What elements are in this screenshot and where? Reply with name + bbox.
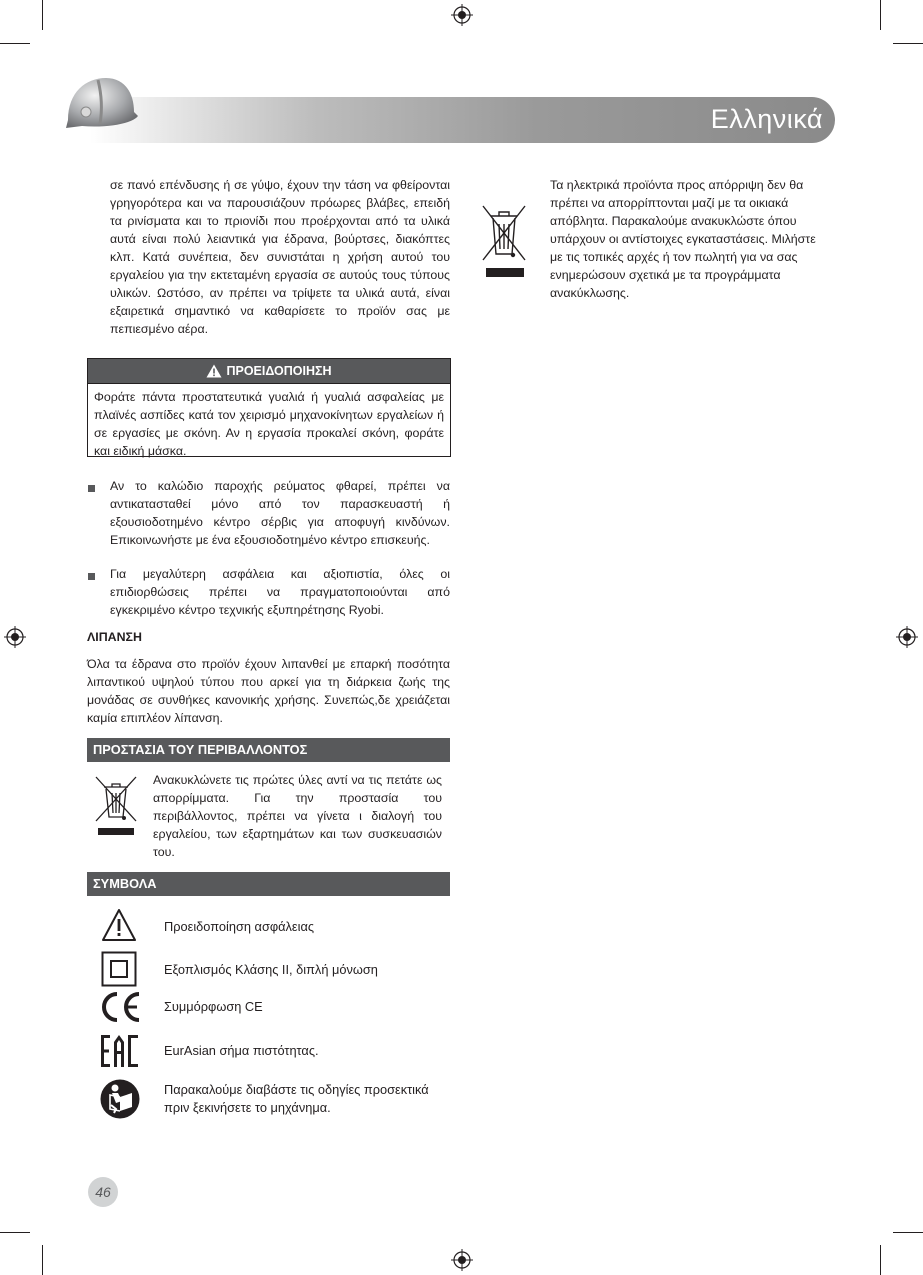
crop-mark [880, 0, 881, 30]
crossed-bin-icon [94, 775, 138, 837]
warning-header [88, 359, 450, 384]
symbol-label: Συμμόρφωση CE [164, 999, 263, 1014]
registration-mark-icon [451, 4, 473, 26]
warning-box [87, 358, 451, 457]
registration-mark-icon [896, 626, 918, 648]
bullet-item: Για μεγαλύτερη ασφάλεια και αξιοπιστία, όλες οι επιδιορθώσεις πρέπει να πραγματοποιούνται από εγκεκριμένο κέντρο τεχνικής εξυπηρέτησης Ryobi. [110, 567, 450, 617]
crop-mark [42, 0, 43, 30]
registration-mark-icon [451, 1249, 473, 1271]
intro-paragraph: σε πανό επένδυσης ή σε γύψο, έχουν την τάση να φθείρονται γρηγορότερα και να παρουσιάζουν πρόωρες βλάβες, επειδή τα ρινίσματα και το πριονίδι που προέρχονται από τα υλικά αυτά είναι πολύ λειαντικά για έδρανα, βούρτσες, διακόπτες κλπ. Κατά συνέπεια, δεν συνιστάται η χρήση αυτού του εργαλείου για την εκτεταμένη εργασία σε αυτούς τους τύπους υλικών. Ωστόσο, αν πρέπει να τρίψετε τα υλικά αυτά, είναι εξαιρετικά σημαντικό να καθαρίσετε το προϊόν σας με πεπιεσμένο αέρα. [110, 178, 450, 336]
symbol-label: Προειδοποίηση ασφάλειας [164, 919, 315, 934]
lubrication-text: Όλα τα έδρανα στο προϊόν έχουν λιπανθεί με επαρκή ποσότητα λιπαντικού υψηλού τύπου που αρκεί για τη διάρκεια ζωής της μονάδας σε συνθήκες κανονικής χρήσης. Συνεπώς,δε χρειάζεται καμία επιπλέον λίπανση. [87, 657, 450, 725]
crop-mark [0, 43, 30, 44]
symbols-heading: ΣΥΜΒΟΛΑ [87, 872, 450, 896]
warning-triangle-icon [101, 908, 137, 942]
crop-mark [0, 1232, 30, 1233]
bullet-marker [88, 573, 95, 580]
crop-mark [42, 1245, 43, 1275]
environment-heading: ΠΡΟΣΤΑΣΙΑ ΤΟΥ ΠΕΡΙΒΑΛΛΟΝΤΟΣ [87, 738, 450, 762]
registration-mark-icon [4, 626, 26, 648]
lubrication-heading: ΛΙΠΑΝΣΗ [87, 630, 142, 644]
bullet-item: Αν το καλώδιο παροχής ρεύματος φθαρεί, πρέπει να αντικατασταθεί μόνο από τον παρασκευαστή ή εξουσιοδοτημένο κέντρο σέρβις για αποφυγή κινδύνων. Επικοινωνήστε με ένα εξουσιοδοτημένο κέντρο επισκευής. [110, 479, 450, 547]
crossed-bin-icon [481, 204, 527, 280]
hard-hat-icon [62, 72, 142, 144]
bullet-marker [88, 485, 95, 492]
symbol-label: Εξοπλισμός Κλάσης II, διπλή μόνωση [164, 962, 378, 977]
language-title: Ελληνικά [710, 104, 823, 134]
crop-mark [880, 1245, 881, 1275]
warning-triangle-icon [206, 364, 222, 378]
warning-text: Φοράτε πάντα προστατευτικά γυαλιά ή γυαλιά ασφαλείας με πλαϊνές ασπίδες κατά τον χειρισμό μηχανοκίνητων εργαλείων ή σε εργασίες με σκόνη. Αν η εργασία προκαλεί σκόνη, φοράτε και ειδική μάσκα. [94, 390, 444, 458]
weee-text: Τα ηλεκτρικά προϊόντα προς απόρριψη δεν θα πρέπει να απορρίπτονται μαζί με τα οικιακά απόβλητα. Παρακαλούμε ανακυκλώστε όπου υπάρχουν οι αντίστοιχες εγκαταστάσεις. Μιλήστε με τις τοπικές αρχές ή τον πωλητή για να σας ενημερώσουν σχετικά με τα προγράμματα ανακύκλωσης. [550, 178, 816, 300]
eac-mark-icon [100, 1034, 140, 1068]
read-manual-icon [100, 1079, 140, 1119]
double-insulation-icon [101, 951, 137, 987]
symbol-label: EurAsian σήμα πιστότητας. [164, 1043, 319, 1058]
crop-mark [893, 43, 923, 44]
crop-mark [893, 1232, 923, 1233]
page-number: 46 [88, 1177, 118, 1207]
warning-title: ΠΡΟΕΙΔΟΠΟΙΗΣΗ [226, 364, 332, 378]
symbol-label: Παρακαλούμε διαβάστε τις οδηγίες προσεκτικά πριν ξεκινήσετε το μηχάνημα. [164, 1082, 429, 1115]
environment-text: Ανακυκλώνετε τις πρώτες ύλες αντί να τις πετάτε ως απορρίμματα. Για την προστασία του περιβάλλοντος, πρέπει να γίνετα ι διαλογή του εργαλείου, των εξαρτημάτων και των συσκευασιών του. [153, 773, 442, 859]
ce-mark-icon [99, 990, 143, 1024]
